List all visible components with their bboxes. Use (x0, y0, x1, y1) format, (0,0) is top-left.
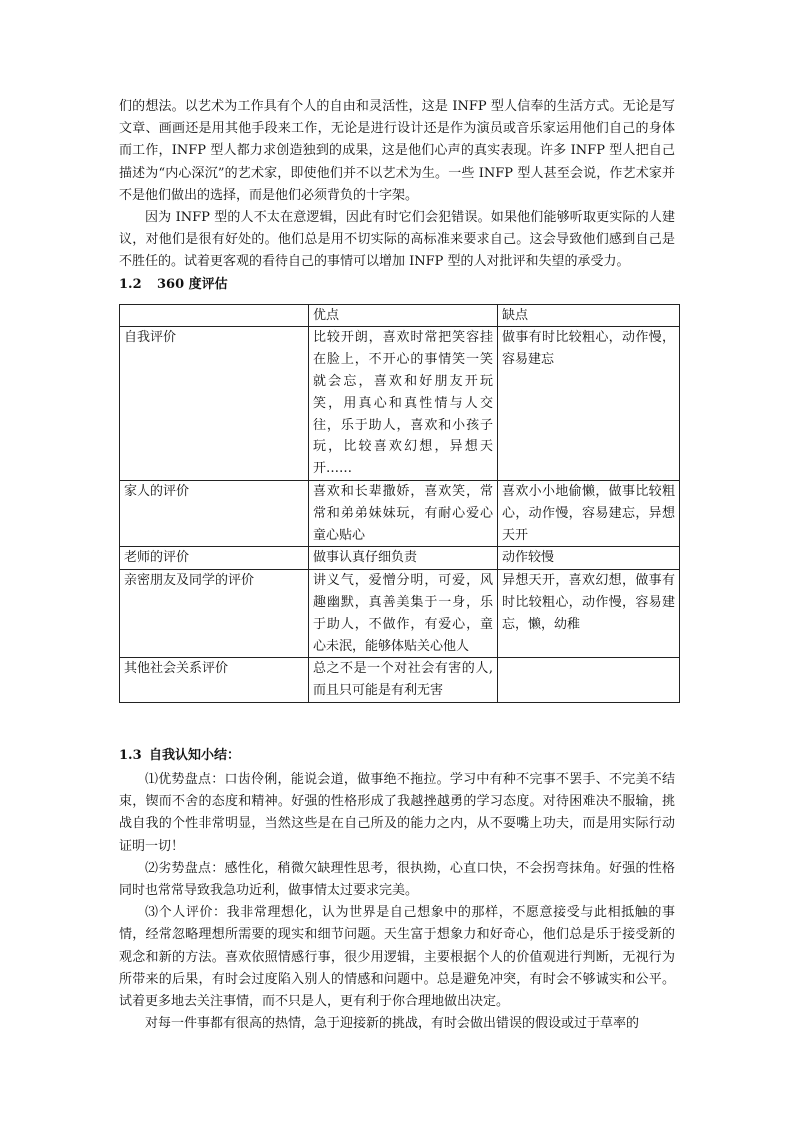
table-header-cell: 缺点 (498, 304, 680, 327)
table-row (120, 658, 680, 703)
intro-paragraph-2: 因为 INFP 型的人不太在意逻辑，因此有时它们会犯错误。如果他们能够听取更实际的人建议，对他们是很有好处的。他们总是用不切实际的高标准来要求自己。这会导致他们感到自己是不胜任的。试着更客观的看待自己的事情可以增加 INFP 型的人对批评和失望的承受力。 (119, 210, 675, 270)
table-header-row (120, 304, 680, 327)
row-pros: 做事认真仔细负责 (309, 547, 498, 570)
table-row (120, 547, 680, 570)
section-heading-summary (119, 745, 675, 767)
row-cons (498, 658, 680, 703)
section-title: 自我认知小结： (149, 747, 241, 763)
table-row (120, 570, 680, 658)
row-cons: 动作较慢 (498, 547, 680, 570)
row-cons: 做事有时比较粗心，动作慢，容易建忘 (498, 327, 680, 481)
summary-strengths: ⑴优势盘点：口齿伶俐，能说会道，做事绝不拖拉。学习中有种不完事不罢手、不完美不结束，锲而不舍的态度和精神。好强的性格形成了我越挫越勇的学习态度。对待困难决不服输，挑战自我的个性非常明显，当然这些是在自己所及的能力之内，从不耍嘴上功夫，而是用实际行动证明一切！ (119, 771, 675, 854)
summary-continuation: 对每一件事都有很高的热情，急于迎接新的挑战，有时会做出错误的假设或过于草率的 (145, 1016, 640, 1032)
row-cons: 异想天开，喜欢幻想，做事有时比较粗心，动作慢，容易建忘，懒，幼稚 (498, 570, 680, 658)
section-number: 1.3 (119, 747, 142, 763)
row-label: 其他社会关系评价 (120, 658, 309, 703)
section-number: 1.2 (119, 276, 142, 292)
row-label: 家人的评价 (120, 481, 309, 547)
document-page (119, 96, 675, 1035)
intro-paragraph-1: 们的想法。以艺术为工作具有个人的自由和灵活性，这是 INFP 型人信奉的生活方式。无论是写文章、画画还是用其他手段来工作，无论是进行设计还是作为演员或音乐家运用他们自己的身体而工作，INFP 型人都力求创造独到的成果，这是他们心声的真实表现。许多 INFP 型人把自己描述为“内心深沉”的艺术家，即使他们并不以艺术为生。一些 INFP 型人甚至会说，作艺术家并不是他们做出的选择，而是他们必须背负的十字架。 (119, 99, 675, 203)
section-title: 360 度评估 (157, 276, 228, 292)
row-label: 老师的评价 (120, 547, 309, 570)
summary-personal-evaluation: ⑶个人评价：我非常理想化，认为世界是自己想象中的那样，不愿意接受与此相抵触的事情，经常忽略理想所需要的现实和细节问题。天生富于想象力和好奇心，他们总是乐于接受新的观念和新的方法。喜欢依照情感行事，很少用逻辑，主要根据个人的价值观进行判断，无视行为所带来的后果，有时会过度陷入别人的情感和问题中。总是避免冲突，有时会不够诚实和公平。试着更多地去关注事情，而不只是人，更有利于你合理地做出决定。 (119, 905, 675, 1009)
table-row (120, 327, 680, 481)
row-pros: 总之不是一个对社会有害的人,而且只可能是有利无害 (309, 658, 498, 703)
table-row (120, 481, 680, 547)
table-header-cell: 优点 (309, 304, 498, 327)
table-header-cell (120, 304, 309, 327)
row-label: 亲密朋友及同学的评价 (120, 570, 309, 658)
section-heading-360 (119, 274, 675, 296)
row-cons: 喜欢小小地偷懒，做事比较粗心，动作慢，容易建忘，异想天开 (498, 481, 680, 547)
row-pros: 讲义气，爱憎分明，可爱，风趣幽默，真善美集于一身，乐于助人，不做作，有爱心，童心未泯，能够体贴关心他人 (309, 570, 498, 658)
row-label: 自我评价 (120, 327, 309, 481)
evaluation-table (119, 304, 680, 703)
summary-weaknesses: ⑵劣势盘点：感性化，稍微欠缺理性思考，很执拗，心直口快，不会拐弯抹角。好强的性格同时也常常导致我急功近利，做事情太过要求完美。 (119, 860, 675, 898)
row-pros: 喜欢和长辈撒娇，喜欢笑，常常和弟弟妹妹玩，有耐心爱心童心贴心 (309, 481, 498, 547)
row-pros: 比较开朗，喜欢时常把笑容挂在脸上，不开心的事情笑一笑就会忘，喜欢和好朋友开玩笑，用真心和真性情与人交往，乐于助人，喜欢和小孩子玩，比较喜欢幻想，异想天开…… (309, 327, 498, 481)
